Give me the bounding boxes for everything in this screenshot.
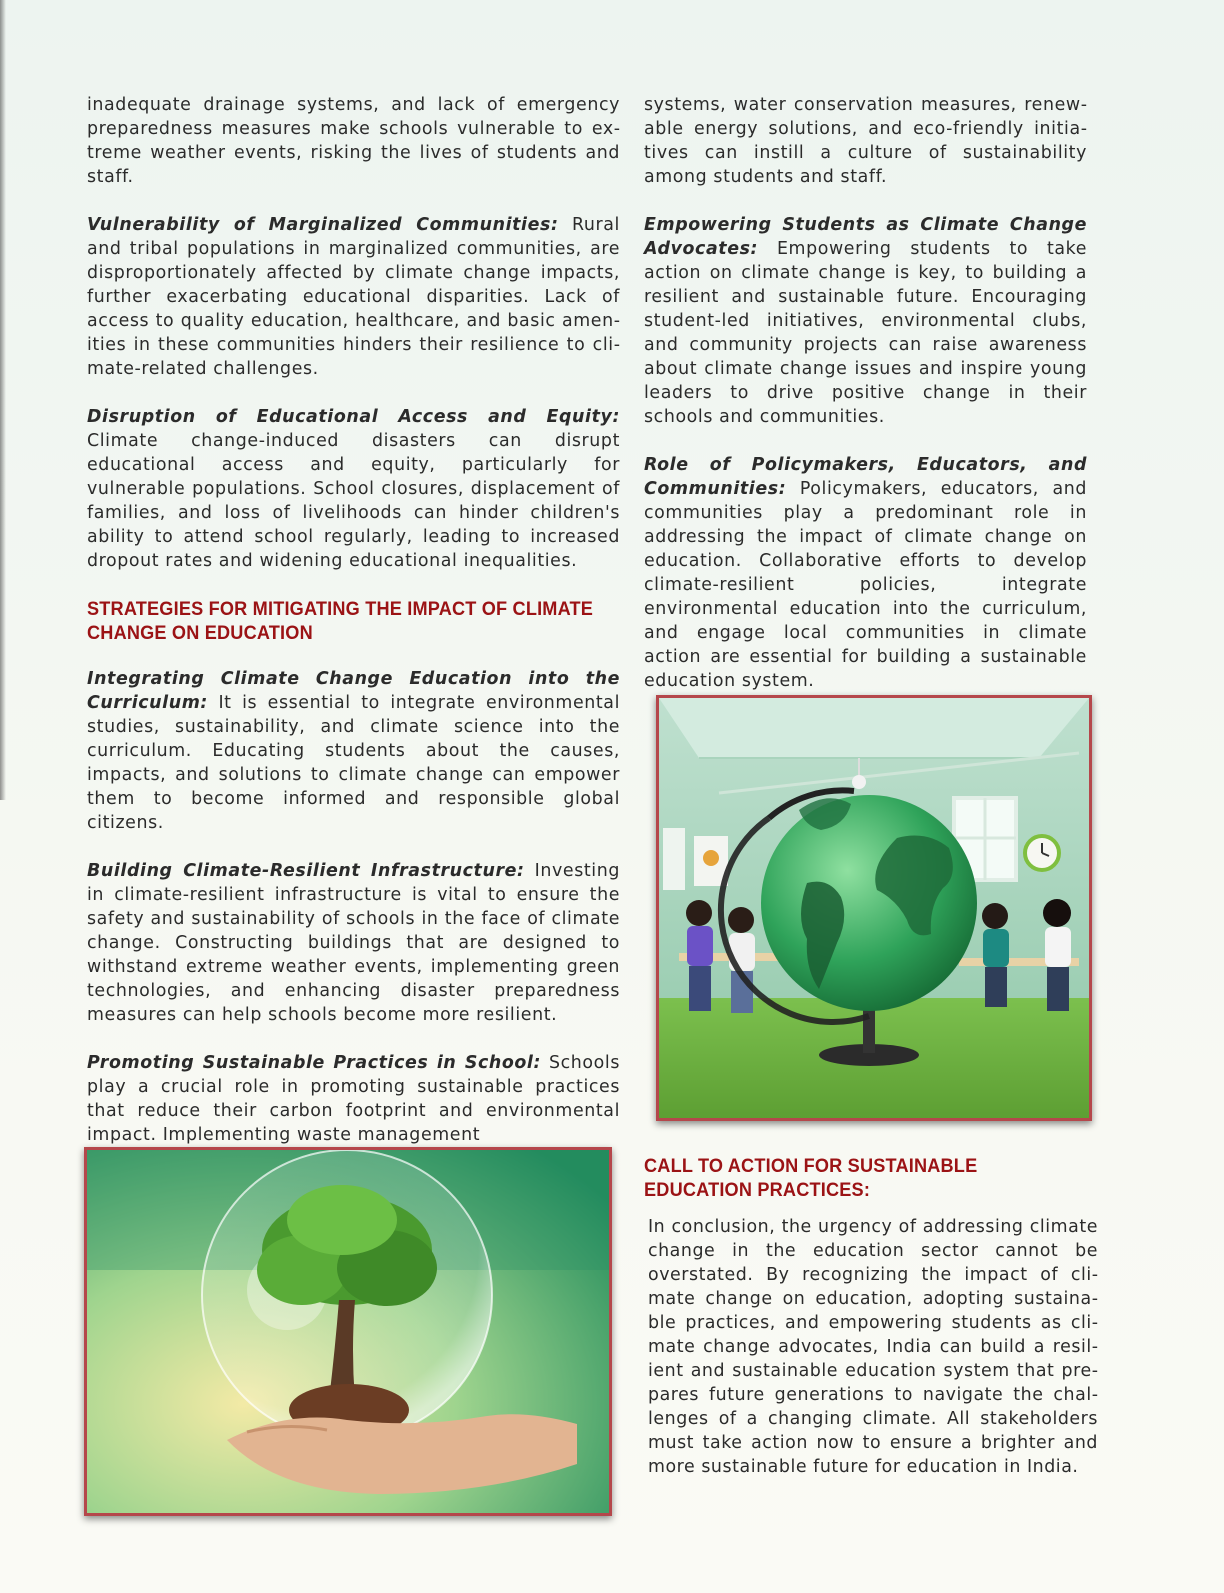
paragraph-empowering-students [644,213,1087,429]
section-heading-strategies: STRATEGIES FOR MITIGATING THE IMPACT OF CLIMATE CHANGE ON EDUCATION [87,598,594,644]
paragraph-body: Climate change-induced disasters can disrupt educational access and equity, particularly for vulnerable populations. School closures, displacement of families, and loss of livelihoods can hinder children's ability to attend school regularly, leading to increased dropout rates and widening educational inequalities. [87,431,620,571]
paragraph-drainage: inadequate drainage systems, and lack of emergency preparedness measures make schools vulnerable to extreme weather events, risking the lives of students and staff. [87,95,620,187]
right-column [644,93,1087,717]
call-to-action-body [648,1215,1098,1503]
section-heading-call-to-action: CALL TO ACTION FOR SUSTAINABLE EDUCATION PRACTICES: [644,1155,978,1201]
paragraph-policymakers [644,453,1087,693]
paragraph-infrastructure [87,859,620,1027]
paragraph-body: It is essential to integrate environmental studies, sustainability, and climate science into the curriculum. Educating students about the causes, impacts, and solutions to climate change can empower them to become informed and responsible global citizens. [87,693,620,833]
tree-in-hands-photo [84,1147,612,1516]
paragraph-title: Integrating Climate Change Education into the Curriculum: [87,669,620,713]
page-edge-shadow [0,0,6,800]
paragraph-conclusion: In conclusion, the urgency of addressing climate change in the education sector cannot be overstated. By recognizing the impact of climate change on education, adopting sustainable practices, and empowering students as climate change advocates, India can build a resilient and sustainable education system that prepares future generations to navigate the challenges of a changing climate. All stakeholders must take action now to ensure a brighter and more sustainable future for education in India. [648,1217,1098,1477]
paragraph-body: Investing in climate-resilient infrastructure is vital to ensure the safety and sustainability of schools in the face of climate change. Constructing buildings that are designed to withstand extreme weather events, implementing green technologies, and enhancing disaster preparedness measures can help schools become more resilient. [87,861,620,1025]
paragraph-title: Building Climate-Resilient Infrastructure: [87,861,525,881]
paragraph-title: Vulnerability of Marginalized Communities: [87,215,559,235]
paragraph-marginalized-communities [87,213,620,381]
left-column [87,93,620,1171]
classroom-globe-photo [656,695,1092,1121]
paragraph-systems: systems, water conservation measures, renewable energy solutions, and eco-friendly initiatives can instill a culture of sustainability among students and staff. [644,95,1087,187]
paragraph-body: Schools play a crucial role in promoting sustainable practices that reduce their carbon footprint and environmental impact. Implementing waste management [87,1053,620,1145]
paragraph-curriculum [87,667,620,835]
paragraph-title: Role of Policymakers, Educators, and Communities: [644,455,1087,499]
paragraph-body: Empowering students to take action on climate change is key, to building a resilient and sustainable future. Encouraging student-led initiatives, environmental clubs, and community projects can raise awareness about climate change issues and inspire young leaders to drive positive change in their schools and communities. [644,239,1087,427]
tree-bubble-illustration [87,1150,609,1513]
paragraph-title: Disruption of Educational Access and Equity: [87,407,620,427]
paragraph-title: Promoting Sustainable Practices in School: [87,1053,542,1073]
paragraph-body: Rural and tribal populations in marginalized communities, are disproportionately affected by climate change impacts, further exacerbating educational disparities. Lack of access to quality education, healthcare, and basic amenities in these communities hinders their resilience to climate-related challenges. [87,215,620,379]
paragraph-body: Policymakers, educators, and communities play a predominant role in addressing the impact of climate change on education. Collaborative efforts to develop climate-resilient policies, integrate environmental education into the curriculum, and engage local communities in climate action are essential for building a sustainable education system. [644,479,1087,691]
paragraph-educational-access [87,405,620,573]
paragraph-sustainable-practices [87,1051,620,1147]
classroom-globe-illustration [659,698,1089,1118]
paragraph-title: Empowering Students as Climate Change Advocates: [644,215,1087,259]
